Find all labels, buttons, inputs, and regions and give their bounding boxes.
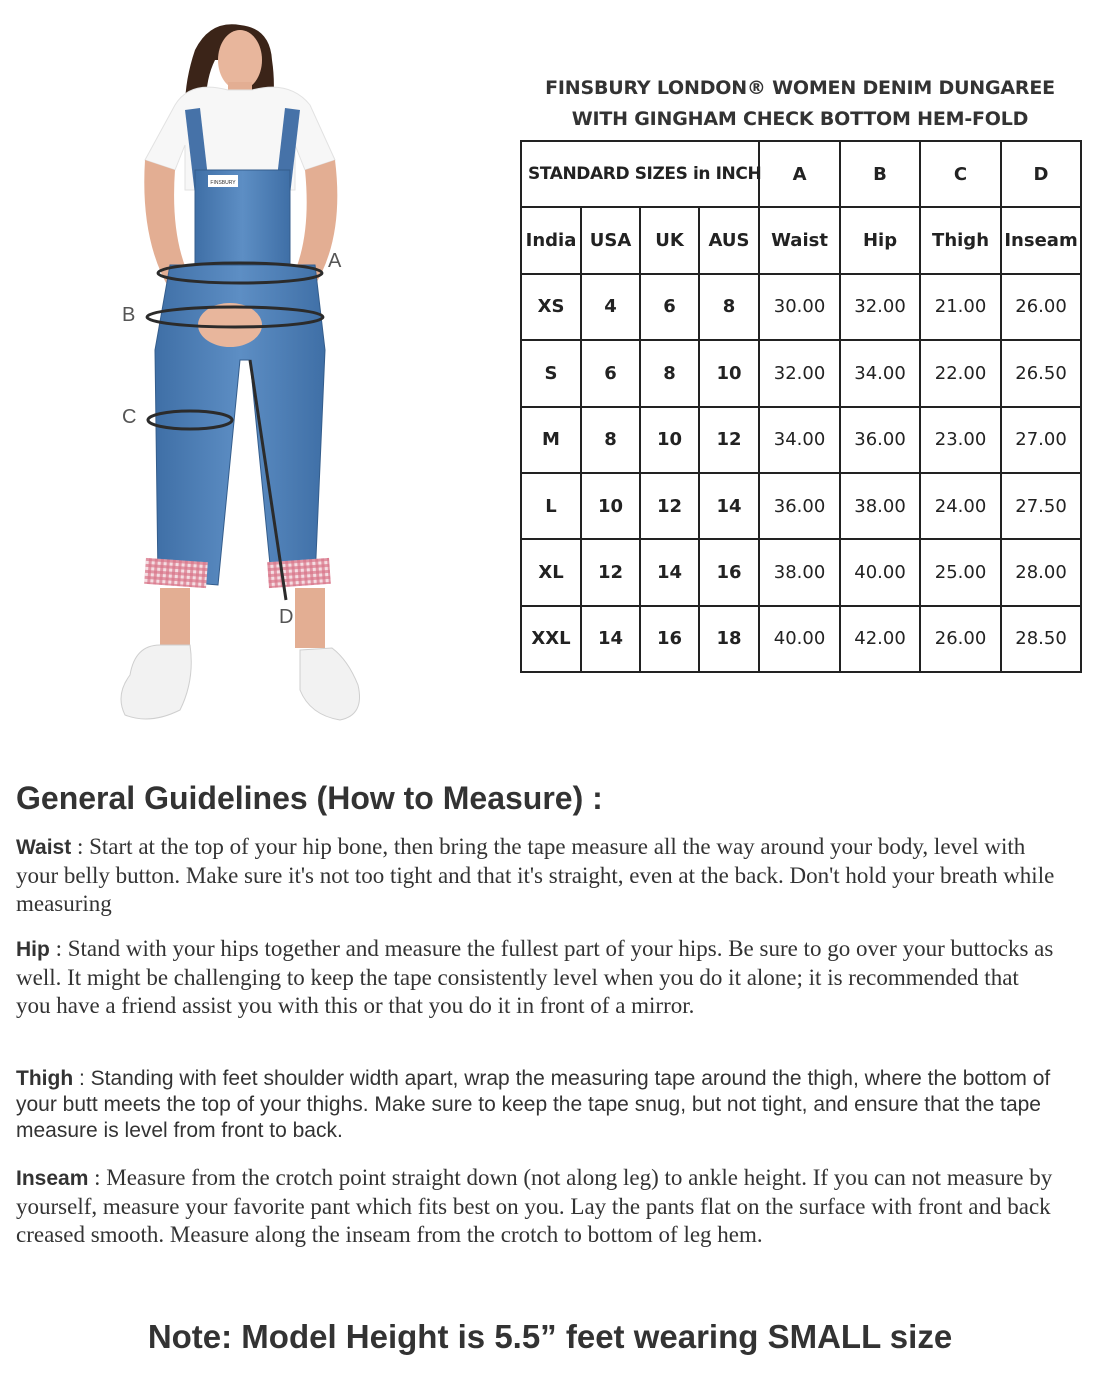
waist-text: : Start at the top of your hip bone, then bring the tape measure all the way around your body, level with your belly button. Make sure it's not too tight and that it's straight, even at the back. Don't hold your breath while measuring <box>16 834 1055 916</box>
cell-aus: 18 <box>699 606 759 672</box>
header-hip: Hip <box>840 207 920 273</box>
cell-hip: 40.00 <box>840 539 920 605</box>
table-row <box>521 340 1081 406</box>
cell-usa: 10 <box>581 473 640 539</box>
cell-aus: 12 <box>699 407 759 473</box>
cell-inseam: 27.50 <box>1001 473 1081 539</box>
gingham-cuff-left <box>144 558 208 588</box>
header-india: India <box>521 207 581 273</box>
cell-thigh: 21.00 <box>920 274 1001 340</box>
product-title <box>520 73 1080 135</box>
header-letter-a: A <box>759 141 840 207</box>
cell-thigh: 25.00 <box>920 539 1001 605</box>
cell-hip: 42.00 <box>840 606 920 672</box>
table-header-row-letters <box>521 141 1081 207</box>
inseam-term: Inseam <box>16 1167 89 1190</box>
cell-hip: 36.00 <box>840 407 920 473</box>
cell-inseam: 27.00 <box>1001 407 1081 473</box>
table-row <box>521 274 1081 340</box>
product-title-line1: FINSBURY LONDON® WOMEN DENIM DUNGAREE <box>545 77 1055 99</box>
product-title-line2: WITH GINGHAM CHECK BOTTOM HEM-FOLD <box>571 108 1029 130</box>
thigh-term: Thigh <box>16 1067 74 1090</box>
table-row <box>521 539 1081 605</box>
cell-aus: 16 <box>699 539 759 605</box>
table-header-row-columns <box>521 207 1081 273</box>
header-aus: AUS <box>699 207 759 273</box>
label-c: C <box>122 406 137 428</box>
cell-hip: 34.00 <box>840 340 920 406</box>
thigh-text: : Standing with feet shoulder width apart, wrap the measuring tape around the thigh, where the bottom of your butt meets the top of your thighs. Make sure to keep the tape snug, but not tight, and ensure that the tape measure is level from front to back. <box>16 1067 1051 1142</box>
cell-usa: 4 <box>581 274 640 340</box>
inseam-text: : Measure from the crotch point straight down (not along leg) to ankle height. If you can not measure by yourself, measure your favorite pant which fits best on you. Lay the pants flat on the surface with front and back creased smooth. Measure along the inseam from the crotch to bottom of leg hem. <box>16 1165 1053 1247</box>
cell-uk: 8 <box>640 340 699 406</box>
inseam-guideline <box>16 1164 1056 1249</box>
header-inseam: Inseam <box>1001 207 1081 273</box>
cell-usa: 14 <box>581 606 640 672</box>
shoe-left <box>121 645 191 719</box>
cell-usa: 8 <box>581 407 640 473</box>
cell-uk: 16 <box>640 606 699 672</box>
shoe-right <box>300 648 360 720</box>
cell-waist: 32.00 <box>759 340 840 406</box>
cell-usa: 6 <box>581 340 640 406</box>
waist-guideline <box>16 833 1056 918</box>
cell-india: XXL <box>521 606 581 672</box>
cell-uk: 12 <box>640 473 699 539</box>
cell-hip: 32.00 <box>840 274 920 340</box>
model-height-note: Note: Model Height is 5.5” feet wearing SMALL size <box>147 1318 953 1355</box>
cell-aus: 10 <box>699 340 759 406</box>
cell-inseam: 28.50 <box>1001 606 1081 672</box>
hip-term: Hip <box>16 938 50 961</box>
header-letter-b: B <box>840 141 920 207</box>
cell-inseam: 28.00 <box>1001 539 1081 605</box>
cell-thigh: 22.00 <box>920 340 1001 406</box>
hip-guideline <box>16 935 1056 1020</box>
cell-hip: 38.00 <box>840 473 920 539</box>
size-chart-table <box>520 140 1082 673</box>
cell-india: XS <box>521 274 581 340</box>
cell-aus: 14 <box>699 473 759 539</box>
cell-india: M <box>521 407 581 473</box>
cell-waist: 30.00 <box>759 274 840 340</box>
waist-term: Waist <box>16 836 72 859</box>
cell-thigh: 26.00 <box>920 606 1001 672</box>
header-letter-c: C <box>920 141 1001 207</box>
cell-usa: 12 <box>581 539 640 605</box>
gingham-cuff-right <box>267 558 331 588</box>
cell-aus: 8 <box>699 274 759 340</box>
table-row <box>521 606 1081 672</box>
header-thigh: Thigh <box>920 207 1001 273</box>
guidelines-heading: General Guidelines (How to Measure) : <box>16 780 603 816</box>
cell-waist: 38.00 <box>759 539 840 605</box>
label-b: B <box>122 304 136 326</box>
header-waist: Waist <box>759 207 840 273</box>
cell-waist: 34.00 <box>759 407 840 473</box>
cell-india: L <box>521 473 581 539</box>
cell-uk: 6 <box>640 274 699 340</box>
cell-uk: 14 <box>640 539 699 605</box>
cell-thigh: 23.00 <box>920 407 1001 473</box>
label-a: A <box>328 250 342 272</box>
cell-india: S <box>521 340 581 406</box>
header-uk: UK <box>640 207 699 273</box>
hip-text: : Stand with your hips together and measure the fullest part of your hips. Be sure to go over your buttocks as well. It might be challenging to keep the tape consistently level when you do it alone; it is recommended that you have a friend assist you with this or that you do it in front of a mirror. <box>16 936 1054 1018</box>
pocket-label: FINSBURY <box>210 180 236 186</box>
cell-uk: 10 <box>640 407 699 473</box>
cell-waist: 40.00 <box>759 606 840 672</box>
thigh-guideline <box>16 1066 1056 1144</box>
table-row <box>521 407 1081 473</box>
cell-inseam: 26.00 <box>1001 274 1081 340</box>
model-figure <box>100 20 410 730</box>
table-row <box>521 473 1081 539</box>
face <box>218 30 262 90</box>
cell-india: XL <box>521 539 581 605</box>
cell-waist: 36.00 <box>759 473 840 539</box>
header-usa: USA <box>581 207 640 273</box>
standard-sizes-label: STANDARD SIZES in INCH <box>521 141 759 207</box>
header-letter-d: D <box>1001 141 1081 207</box>
label-d: D <box>279 606 294 628</box>
cell-inseam: 26.50 <box>1001 340 1081 406</box>
cell-thigh: 24.00 <box>920 473 1001 539</box>
